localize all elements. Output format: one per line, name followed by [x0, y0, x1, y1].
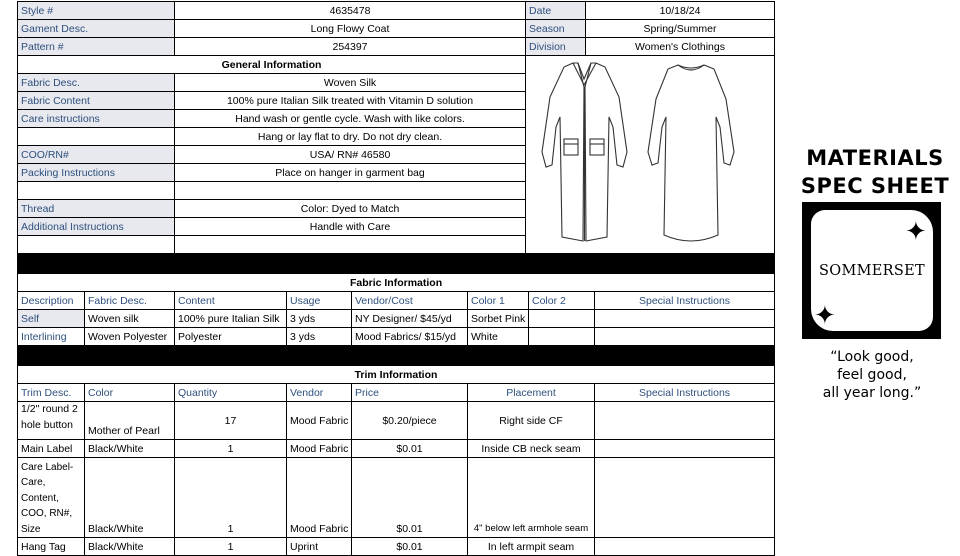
thread-value: Color: Dyed to Match	[175, 200, 526, 218]
spec-sheet	[17, 1, 774, 556]
table-cell: Black/White	[85, 538, 175, 556]
column-header: Vendor/Cost	[352, 292, 468, 310]
four-point-star-icon: ✦	[905, 216, 927, 246]
table-cell: $0.01	[352, 538, 468, 556]
trim-info-table	[17, 365, 775, 556]
table-cell: 17	[175, 402, 287, 440]
column-header: Vendor	[287, 384, 352, 402]
empty-cell	[175, 236, 526, 254]
column-header: Placement	[468, 384, 595, 402]
date-label: Date	[526, 2, 586, 20]
table-cell	[595, 538, 775, 556]
table-cell: In left armpit seam	[468, 538, 595, 556]
style-label: Style #	[18, 2, 175, 20]
fabric-desc-value: Woven Silk	[175, 74, 526, 92]
side-title	[790, 144, 960, 200]
coo-value: USA/ RN# 46580	[175, 146, 526, 164]
fabric-info-table	[17, 273, 775, 365]
column-header: Price	[352, 384, 468, 402]
fabric-info-title: Fabric Information	[18, 274, 775, 292]
empty-cell	[18, 236, 175, 254]
table-cell	[595, 458, 775, 538]
packing-label: Packing Instructions	[18, 164, 175, 182]
table-cell: 1	[175, 538, 287, 556]
slogan	[800, 348, 944, 402]
general-info-title: General Information	[18, 56, 526, 74]
table-cell: $0.01	[352, 440, 468, 458]
table-cell: NY Designer/ $45/yd	[352, 310, 468, 328]
table-cell: Mood Fabrics/ $15/yd	[352, 328, 468, 346]
table-cell: Interlining	[18, 328, 85, 346]
table-cell: Woven silk	[85, 310, 175, 328]
table-cell: Mood Fabric	[287, 402, 352, 440]
garment-value: Long Flowy Coat	[175, 20, 526, 38]
division-label: Division	[526, 38, 586, 56]
pattern-value: 254397	[175, 38, 526, 56]
table-cell: Hang Tag	[18, 538, 85, 556]
column-header: Description	[18, 292, 85, 310]
season-value: Spring/Summer	[586, 20, 775, 38]
garment-sketch	[526, 56, 775, 254]
column-header: Special Instructions	[595, 384, 775, 402]
division-value: Women's Clothings	[586, 38, 775, 56]
brand-logo	[802, 202, 941, 339]
table-cell: Woven Polyester	[85, 328, 175, 346]
garment-label: Gament Desc.	[18, 20, 175, 38]
table-cell: Black/White	[85, 458, 175, 538]
fabric-info-header	[18, 292, 775, 310]
table-cell: Mood Fabric	[287, 440, 352, 458]
fabric-content-label: Fabric Content	[18, 92, 175, 110]
table-cell: Polyester	[175, 328, 287, 346]
logo-text: SOMMERSET	[819, 263, 925, 279]
table-cell: Black/White	[85, 440, 175, 458]
table-cell	[529, 310, 595, 328]
table-cell: Uprint	[287, 538, 352, 556]
table-row	[18, 328, 775, 346]
additional-value: Handle with Care	[175, 218, 526, 236]
care-value-2: Hang or lay flat to dry. Do not dry clean.	[175, 128, 526, 146]
table-cell	[595, 402, 775, 440]
header-table	[17, 1, 775, 273]
table-cell: 1	[175, 440, 287, 458]
column-header: Special Instructions	[595, 292, 775, 310]
table-row	[18, 458, 775, 538]
column-header: Trim Desc.	[18, 384, 85, 402]
coat-sketch-icon	[528, 57, 773, 247]
slogan-line-2: feel good,	[837, 367, 907, 383]
divider-bar	[18, 346, 775, 365]
table-cell: Care Label- Care, Content, COO, RN#, Size	[18, 458, 85, 538]
column-header: Usage	[287, 292, 352, 310]
table-cell	[595, 328, 775, 346]
style-value: 4635478	[175, 2, 526, 20]
trim-info-header	[18, 384, 775, 402]
table-cell: 1	[175, 458, 287, 538]
column-header: Color 2	[529, 292, 595, 310]
slogan-line-3: all year long.”	[822, 385, 922, 401]
column-header: Color 1	[468, 292, 529, 310]
table-cell	[529, 328, 595, 346]
thread-label: Thread	[18, 200, 175, 218]
season-label: Season	[526, 20, 586, 38]
table-cell	[595, 310, 775, 328]
side-title-line-1: MATERIALS	[806, 146, 944, 170]
table-cell: $0.01	[352, 458, 468, 538]
table-row	[18, 310, 775, 328]
table-cell	[595, 440, 775, 458]
coo-label: COO/RN#	[18, 146, 175, 164]
table-cell: 100% pure Italian Silk	[175, 310, 287, 328]
fabric-desc-label: Fabric Desc.	[18, 74, 175, 92]
table-cell: Inside CB neck seam	[468, 440, 595, 458]
table-cell: $0.20/piece	[352, 402, 468, 440]
additional-label: Additional Instructions	[18, 218, 175, 236]
packing-value: Place on hanger in garment bag	[175, 164, 526, 182]
table-cell: 3 yds	[287, 328, 352, 346]
table-row	[18, 440, 775, 458]
empty-cell	[175, 182, 526, 200]
table-row	[18, 538, 775, 556]
slogan-line-1: “Look good,	[830, 349, 914, 365]
table-cell: Mood Fabric	[287, 458, 352, 538]
empty-cell	[18, 182, 175, 200]
column-header: Content	[175, 292, 287, 310]
table-cell: Self	[18, 310, 85, 328]
date-value: 10/18/24	[586, 2, 775, 20]
side-panel	[790, 0, 960, 200]
pattern-label: Pattern #	[18, 38, 175, 56]
table-cell: Mother of Pearl	[85, 402, 175, 440]
table-row	[18, 402, 775, 440]
table-cell: 3 yds	[287, 310, 352, 328]
care-label: Care instructions	[18, 110, 175, 128]
column-header: Fabric Desc.	[85, 292, 175, 310]
care-label-empty	[18, 128, 175, 146]
table-cell: 4" below left armhole seam	[468, 458, 595, 538]
table-cell: Sorbet Pink	[468, 310, 529, 328]
care-value-1: Hand wash or gentle cycle. Wash with like colors.	[175, 110, 526, 128]
column-header: Color	[85, 384, 175, 402]
trim-info-title: Trim Information	[18, 366, 775, 384]
four-point-star-icon: ✦	[814, 300, 836, 330]
fabric-content-value: 100% pure Italian Silk treated with Vitamin D solution	[175, 92, 526, 110]
table-cell: Right side CF	[468, 402, 595, 440]
column-header: Quantity	[175, 384, 287, 402]
table-cell: Main Label	[18, 440, 85, 458]
divider-bar	[18, 254, 775, 273]
table-cell: 1/2" round 2 hole button	[18, 402, 85, 440]
table-cell: White	[468, 328, 529, 346]
side-title-line-2: SPEC SHEET	[800, 174, 950, 198]
